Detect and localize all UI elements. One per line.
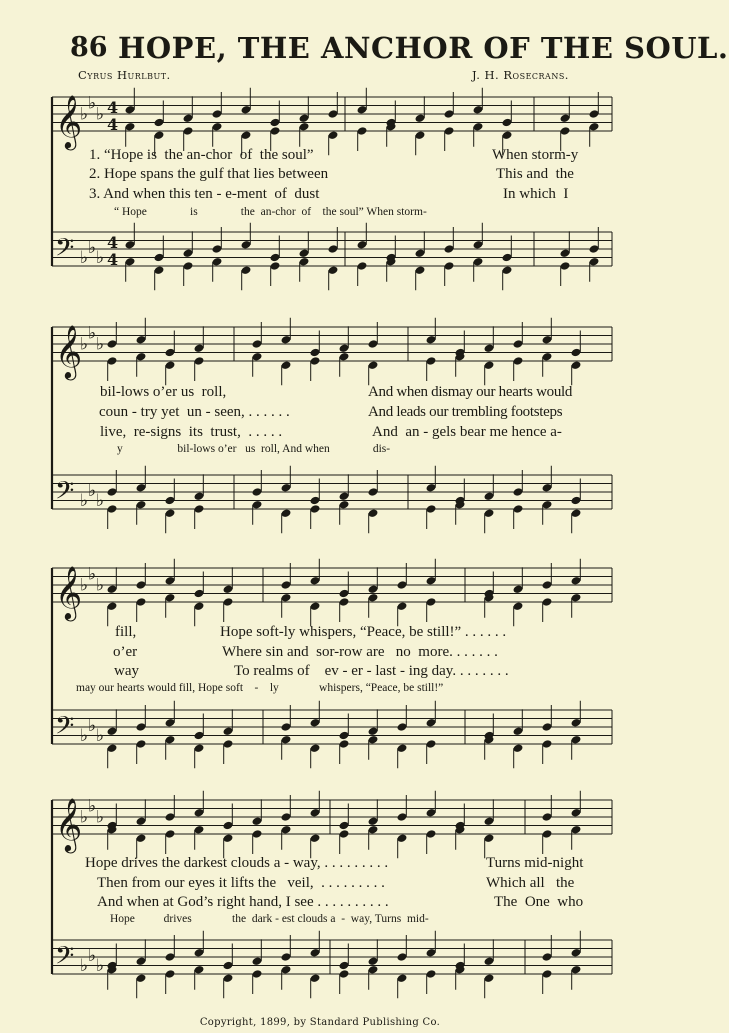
verse-3-line-4-right: The One who: [494, 894, 584, 910]
verse-1-line-1-left: 1. “Hope is the an-chor of the soul”: [89, 147, 314, 163]
verse-2-line-4-right: Which all the: [486, 875, 575, 891]
verse-3-line-3-left: way: [114, 663, 139, 679]
time-signature-digit: 4: [107, 233, 119, 252]
flat-icon: ♭: [88, 323, 97, 344]
flat-icon: ♭: [96, 726, 105, 747]
verse-3-line-3-right: To realms of ev - er - last - ing day. . . . . . . .: [234, 663, 509, 679]
time-signature-digit: 4: [107, 250, 119, 269]
alto-words-line-1: “ Hope is the an-chor of the soul” When storm-: [114, 206, 427, 218]
bass-clef-icon: 𝄢: [55, 233, 75, 269]
page-number: 86: [70, 32, 108, 63]
bass-clef-icon: 𝄢: [55, 711, 75, 747]
flat-icon: ♭: [80, 104, 89, 125]
flat-icon: ♭: [96, 104, 105, 125]
flat-icon: ♭: [80, 726, 89, 747]
verse-2-line-2-right: And leads our trembling footsteps: [368, 404, 563, 420]
verse-3-line-1-right: In which I: [503, 186, 569, 202]
lyricist-credit: Cyrus Hurlbut.: [78, 68, 171, 82]
verse-1-line-2-right: And when dismay our hearts would: [368, 384, 573, 400]
time-signature-digit: 4: [107, 115, 119, 134]
verse-2-line-3-left: o’er: [113, 644, 138, 660]
flat-icon: ♭: [88, 716, 97, 736]
flat-icon: ♭: [88, 481, 97, 501]
flat-icon: ♭: [80, 248, 89, 269]
flat-icon: ♭: [88, 796, 97, 817]
verse-1-line-2-left: bil-lows o’er us roll,: [100, 384, 227, 400]
flat-icon: ♭: [88, 93, 97, 114]
flat-icon: ♭: [80, 491, 89, 512]
flat-icon: ♭: [96, 956, 105, 977]
flat-icon: ♭: [96, 807, 105, 828]
verse-1-line-4-left: Hope drives the darkest clouds a - way, . . . . . . . . .: [85, 855, 389, 871]
verse-3-line-4-left: And when at God’s right hand, I see . . . . . . . . . .: [97, 894, 389, 910]
verse-2-line-4-left: Then from our eyes it lifts the veil, . . . . . . . . .: [97, 875, 385, 891]
verse-1-line-1-right: When storm-y: [492, 147, 579, 163]
verse-2-line-1-right: This and the: [496, 166, 574, 182]
bass-clef-icon: 𝄢: [55, 941, 75, 977]
flat-icon: ♭: [88, 946, 97, 966]
alto-words-line-2: y bil-lows o’er us roll, And when dis-: [117, 443, 391, 455]
flat-icon: ♭: [80, 334, 89, 355]
bass-clef-icon: 𝄢: [55, 476, 75, 512]
verse-1-line-3-right: Hope soft-ly whispers, “Peace, be still!” . . . . . .: [220, 624, 507, 640]
flat-icon: ♭: [88, 238, 97, 258]
flat-icon: ♭: [80, 956, 89, 977]
composer-credit: J. H. Rosecrans.: [472, 68, 569, 82]
flat-icon: ♭: [96, 334, 105, 355]
verse-3-line-2-right: And an - gels bear me hence a-: [372, 424, 562, 440]
alto-words-line-3: may our hearts would fill, Hope soft - ly whispers, “Peace, be still!”: [76, 682, 444, 694]
copyright-notice: Copyright, 1899, by Standard Publishing Co.: [199, 1017, 441, 1028]
verse-3-line-1-left: 3. And when this ten - e-ment of dust: [89, 186, 320, 202]
time-signature-digit: 4: [107, 98, 119, 117]
alto-words-line-4: Hope drives the dark - est clouds a - way, Turns mid-: [110, 913, 429, 925]
flat-icon: ♭: [88, 564, 97, 585]
verse-2-line-2-left: coun - try yet un - seen, . . . . . .: [99, 404, 290, 420]
flat-icon: ♭: [80, 807, 89, 828]
hymn-title: HOPE, THE ANCHOR OF THE SOUL.: [118, 31, 729, 65]
flat-icon: ♭: [96, 575, 105, 596]
flat-icon: ♭: [96, 248, 105, 269]
verse-3-line-2-left: live, re-signs its trust, . . . . .: [100, 424, 283, 440]
flat-icon: ♭: [96, 491, 105, 512]
verse-1-line-4-right: Turns mid-night: [486, 855, 584, 871]
verse-2-line-3-right: Where sin and sor-row are no more. . . . . . .: [222, 644, 498, 660]
treble-clef-icon: 𝄞: [55, 94, 83, 148]
treble-clef-icon: 𝄞: [55, 565, 83, 619]
verse-1-line-3-left: fill,: [115, 624, 137, 640]
treble-clef-icon: 𝄞: [55, 797, 83, 851]
treble-clef-icon: 𝄞: [55, 324, 83, 378]
flat-icon: ♭: [80, 575, 89, 596]
verse-2-line-1-left: 2. Hope spans the gulf that lies between: [89, 166, 329, 182]
